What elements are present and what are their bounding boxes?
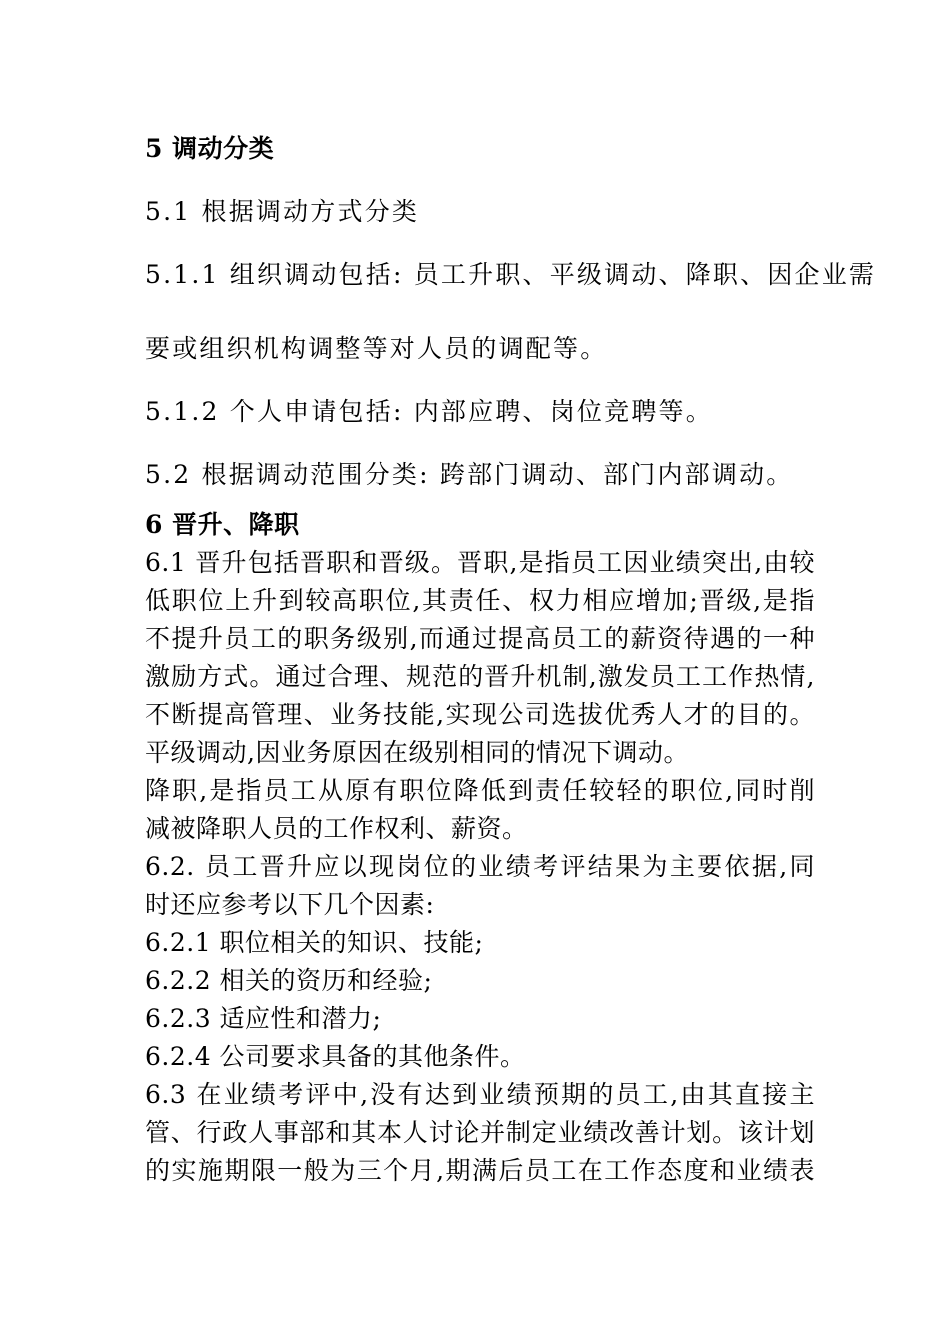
section-6-1-line: 不提升员工的职务级别,而通过提高员工的薪资待遇的一种: [145, 624, 815, 653]
section-5-2: 5.2 根据调动范围分类: 跨部门调动、部门内部调动。: [145, 460, 794, 489]
section-6-2-2: 6.2.2 相关的资历和经验;: [145, 966, 433, 995]
section-5-1: 5.1 根据调动方式分类: [145, 197, 420, 226]
section-6-3-line: 的实施期限一般为三个月,期满后员工在工作态度和业绩表: [145, 1156, 815, 1185]
section-6-2-line: 6.2. 员工晋升应以现岗位的业绩考评结果为主要依据,同: [145, 852, 815, 881]
section-5-1-1-line-1: 5.1.1 组织调动包括: 员工升职、平级调动、降职、因企业需: [145, 260, 877, 289]
section-6-1-line: 不断提高管理、业务技能,实现公司选拔优秀人才的目的。: [145, 700, 815, 729]
section-6-2-1: 6.2.1 职位相关的知识、技能;: [145, 928, 484, 957]
section-6-2-3: 6.2.3 适应性和潜力;: [145, 1004, 382, 1033]
section-6-3-line: 6.3 在业绩考评中,没有达到业绩预期的员工,由其直接主: [145, 1080, 815, 1109]
section-6-3-line: 管、行政人事部和其本人讨论并制定业绩改善计划。该计划: [145, 1118, 815, 1147]
section-5-1-1-line-2: 要或组织机构调整等对人员的调配等。: [145, 334, 608, 363]
section-6-2-4: 6.2.4 公司要求具备的其他条件。: [145, 1042, 526, 1071]
demotion-paragraph-line: 减被降职人员的工作权利、薪资。: [145, 814, 528, 843]
section-6-1-line: 激励方式。通过合理、规范的晋升机制,激发员工工作热情,: [145, 662, 815, 691]
lateral-transfer-paragraph: 平级调动,因业务原因在级别相同的情况下调动。: [145, 738, 689, 767]
demotion-paragraph-line: 降职,是指员工从原有职位降低到责任较轻的职位,同时削: [145, 776, 815, 805]
section-6-1-line: 低职位上升到较高职位,其责任、权力相应增加;晋级,是指: [145, 586, 815, 615]
section-6-2-line: 时还应参考以下几个因素:: [145, 890, 435, 919]
section-5-1-2: 5.1.2 个人申请包括: 内部应聘、岗位竞聘等。: [145, 397, 713, 426]
section-6-1-line: 6.1 晋升包括晋职和晋级。晋职,是指员工因业绩突出,由较: [145, 548, 815, 577]
section-5-heading: 5 调动分类: [145, 134, 275, 163]
section-6-heading: 6 晋升、降职: [145, 510, 300, 539]
